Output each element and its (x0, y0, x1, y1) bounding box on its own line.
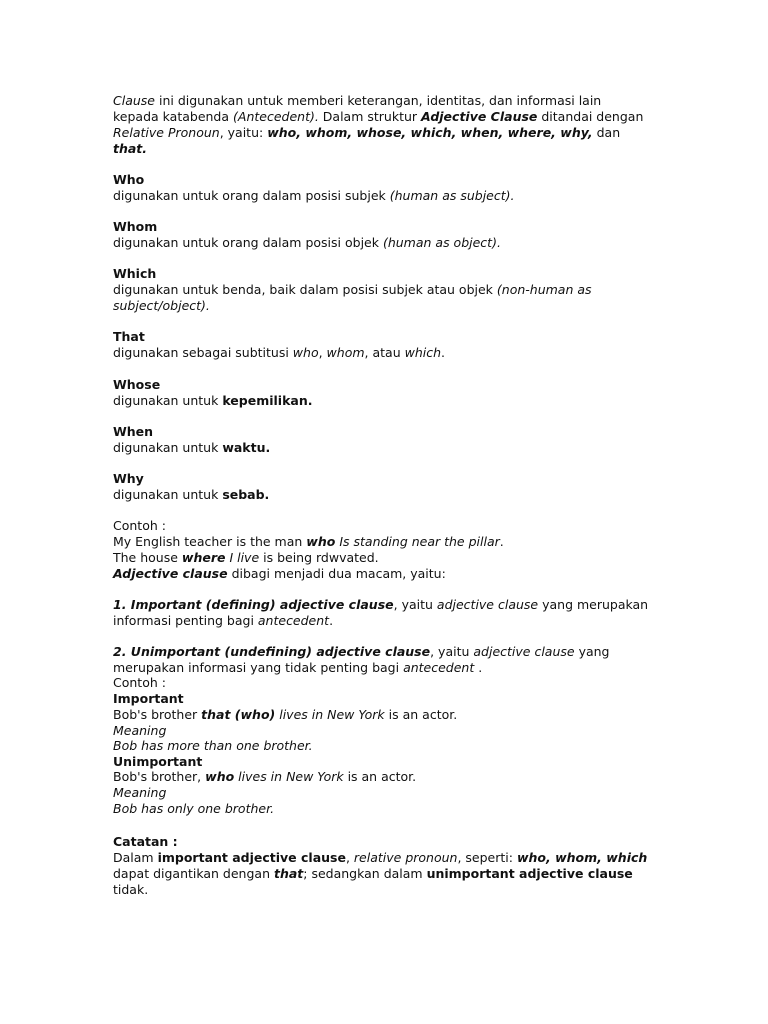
intro-term-relative-pronoun: Relative Pronoun (113, 125, 220, 140)
desc-text: . (441, 345, 446, 360)
intro-line-4 (113, 141, 673, 157)
meaning-label-2: Meaning (113, 785, 167, 800)
desc-when (113, 440, 673, 456)
desc-text: digunakan sebagai subtitusi (113, 345, 293, 360)
desc-which-line-2: subject/object). (113, 298, 210, 313)
heading-whom: Whom (113, 219, 158, 234)
note-text: ; sedangkan dalam (303, 866, 427, 881)
example-text: . (499, 534, 504, 549)
desc-who (113, 188, 673, 204)
desc-term: whom (326, 345, 365, 360)
desc-text: digunakan untuk benda, baik dalam posisi subjek atau objek (113, 282, 497, 297)
desc-key: sebab. (222, 487, 270, 502)
term-adjective-clause: Adjective clause (113, 566, 228, 581)
desc-why (113, 487, 673, 503)
type-text: yang merupakan (538, 597, 649, 612)
heading-who: Who (113, 172, 145, 187)
example-text: is an actor. (384, 707, 458, 722)
example-text: Bob's brother, (113, 769, 206, 784)
type2-title: 2. Unimportant (undefining) adjective clause (113, 644, 431, 659)
desc-text: digunakan untuk (113, 487, 223, 502)
example-clause: Is standing near the pillar (335, 534, 500, 549)
note-text: , seperti: (457, 850, 517, 865)
example-pronoun: who (306, 534, 336, 549)
desc-note: (non-human as (496, 282, 592, 297)
meaning-label-1: Meaning (113, 723, 167, 738)
note-text: Dalam (113, 850, 158, 865)
example-line-2 (113, 550, 673, 566)
type-term: adjective clause (436, 597, 539, 612)
intro-term-antecedent: (Antecedent). (233, 109, 319, 124)
example-place: New York (286, 769, 344, 784)
unimportant-example (113, 769, 673, 785)
desc-text: , atau (364, 345, 405, 360)
type-term: antecedent (403, 660, 475, 675)
heading-whose: Whose (113, 377, 161, 392)
example-pronoun: where (181, 550, 226, 565)
note-term: unimportant adjective clause (426, 866, 633, 881)
example-clause: lives in (275, 707, 328, 722)
catatan-line-2 (113, 866, 673, 882)
example-pronoun: who (205, 769, 235, 784)
type-term: antecedent (257, 613, 330, 628)
intro-pronoun-that: that. (113, 141, 148, 156)
intro-term-clause: Clause (113, 93, 155, 108)
intro-term-adjective-clause: Adjective Clause (421, 109, 538, 124)
intro-line-3 (113, 125, 673, 141)
example-text: Bob's brother (113, 707, 202, 722)
desc-note: (human as object). (382, 235, 501, 250)
note-text: dapat digantikan dengan (113, 866, 274, 881)
note-term-italic: relative pronoun (353, 850, 458, 865)
type-text: merupakan informasi yang tidak penting bagi (113, 660, 404, 675)
desc-text: , (318, 345, 327, 360)
example-pronoun: that (who) (201, 707, 276, 722)
heading-that: That (113, 329, 145, 344)
note-pronouns: who, whom, which (516, 850, 648, 865)
heading-unimportant: Unimportant (113, 754, 203, 769)
intro-text: dan (592, 125, 621, 140)
intro-text: Dalam struktur (318, 109, 422, 124)
note-term: important adjective clause (157, 850, 346, 865)
desc-note: (human as subject). (389, 188, 515, 203)
note-text: , (345, 850, 354, 865)
heading-why: Why (113, 471, 144, 486)
catatan-line-1 (113, 850, 673, 866)
example-clause: lives in (234, 769, 287, 784)
type-term: adjective clause (473, 644, 575, 659)
desc-term: which (404, 345, 442, 360)
heading-when: When (113, 424, 154, 439)
type-text: informasi penting bagi (113, 613, 258, 628)
example-line-3 (113, 566, 673, 582)
type-text: , yaitu (393, 597, 437, 612)
intro-text: kepada katabenda (113, 109, 234, 124)
desc-text: digunakan untuk (113, 393, 223, 408)
intro-text: ini digunakan untuk memberi keterangan, identitas, dan informasi lain (155, 93, 602, 108)
desc-text: digunakan untuk orang dalam posisi subjek (113, 188, 390, 203)
desc-term: who (292, 345, 319, 360)
desc-key: kepemilikan. (222, 393, 313, 408)
contoh2-label: Contoh : (113, 675, 166, 690)
heading-catatan: Catatan : (113, 834, 178, 849)
contoh-label: Contoh : (113, 518, 166, 533)
example-text: My English teacher is the man (113, 534, 307, 549)
type-text: . (474, 660, 483, 675)
intro-line-1 (113, 93, 673, 109)
desc-text: digunakan untuk orang dalam posisi objek (113, 235, 383, 250)
heading-which: Which (113, 266, 157, 281)
meaning-text-2: Bob has only one brother. (113, 801, 275, 816)
desc-whom (113, 235, 673, 251)
type-text: yang (574, 644, 610, 659)
desc-that (113, 345, 673, 361)
example-text: is being rdwvated. (259, 550, 379, 565)
type2-line-1 (113, 644, 673, 660)
intro-text: , yaitu: (219, 125, 268, 140)
desc-which-line-1 (113, 282, 673, 298)
example-place: New York (327, 707, 385, 722)
desc-key: waktu. (222, 440, 271, 455)
type1-line-2 (113, 613, 673, 629)
type1-title: 1. Important (defining) adjective clause (113, 597, 394, 612)
example-text: The house (113, 550, 182, 565)
intro-text: ditandai dengan (537, 109, 644, 124)
type2-line-2 (113, 660, 673, 676)
type-text: , yaitu (430, 644, 474, 659)
important-example (113, 707, 673, 723)
catatan-line-3: tidak. (113, 882, 149, 897)
example-clause: I live (225, 550, 260, 565)
example-line-1 (113, 534, 673, 550)
intro-line-2 (113, 109, 673, 125)
heading-important: Important (113, 691, 184, 706)
type-text: . (329, 613, 334, 628)
meaning-text-1: Bob has more than one brother. (113, 738, 313, 753)
note-pronoun-that: that (273, 866, 304, 881)
desc-whose (113, 393, 673, 409)
example-text: dibagi menjadi dua macam, yaitu: (227, 566, 446, 581)
desc-text: digunakan untuk (113, 440, 223, 455)
intro-pronoun-list: who, whom, whose, which, when, where, why, (267, 125, 593, 140)
type1-line-1 (113, 597, 673, 613)
example-text: is an actor. (343, 769, 417, 784)
